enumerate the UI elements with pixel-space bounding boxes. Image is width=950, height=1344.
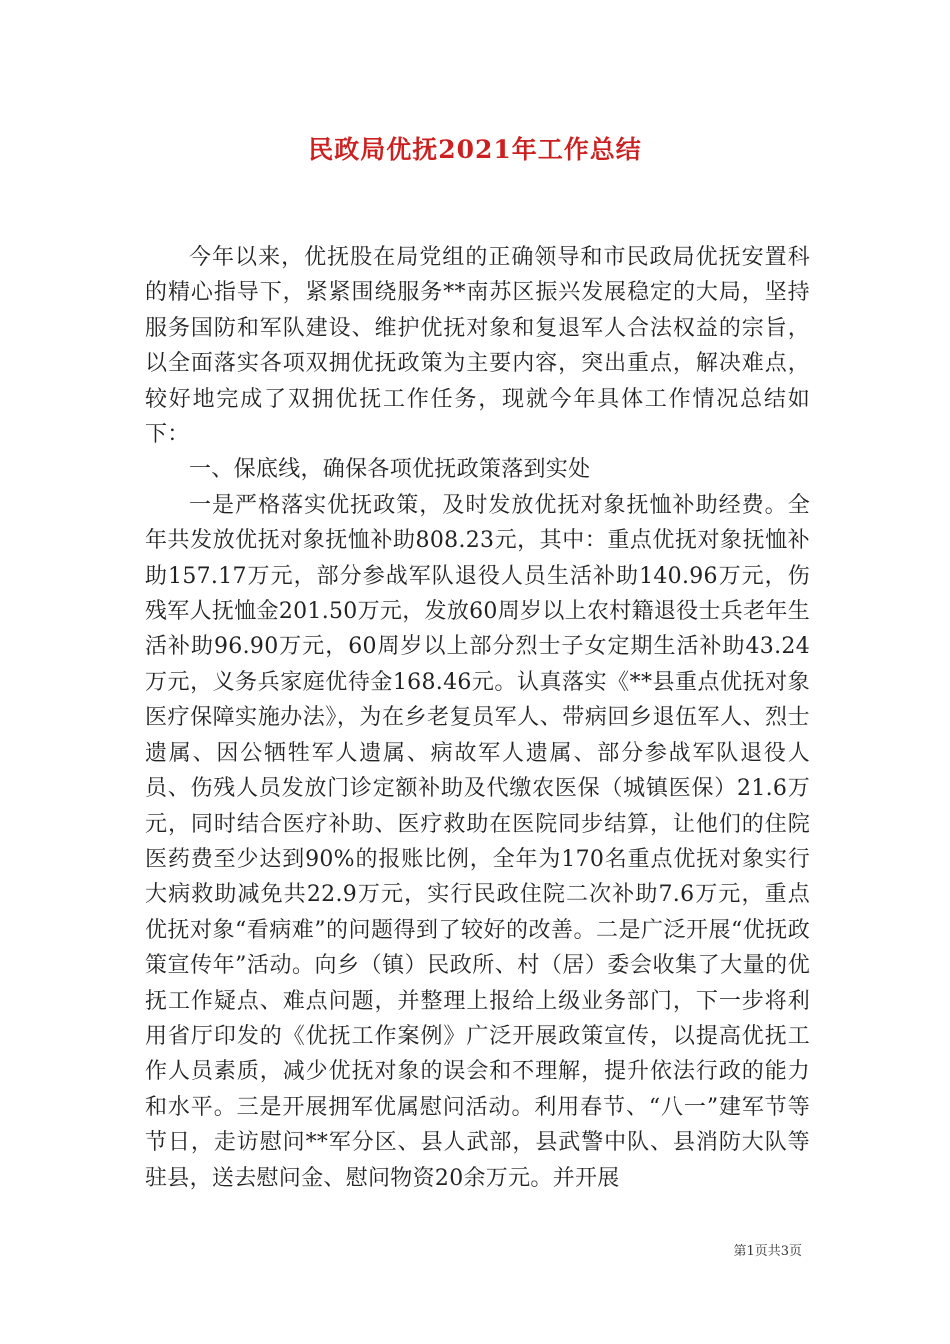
body-paragraph: 一是严格落实优抚政策，及时发放优抚对象抚恤补助经费。全年共发放优抚对象抚恤补助808.23元，其中：重点优抚对象抚恤补助157.17万元，部分参战军队退役人员生活补助140.96万元，伤残军人抚恤金201.50万元，发放60周岁以上农村籍退役士兵老年生活补助96.90万元，60周岁以上部分烈士子女定期生活补助43.24万元，义务兵家庭优待金168.46元。认真落实《**县重点优抚对象医疗保障实施办法》，为在乡老复员军人、带病回乡退伍军人、烈士遗属、因公牺牲军人遗属、病故军人遗属、部分参战军队退役人员、伤残人员发放门诊定额补助及代缴农医保（城镇医保）21.6万元，同时结合医疗补助、医疗救助在医院同步结算，让他们的住院医药费至少达到90%的报账比例，全年为170名重点优抚对象实行大病救助减免共22.9万元，实行民政住院二次补助7.6万元，重点优抚对象“看病难”的问题得到了较好的改善。二是广泛开展“优抚政策宣传年”活动。向乡（镇）民政所、村（居）委会收集了大量的优抚工作疑点、难点问题，并整理上报给上级业务部门，下一步将利用省厅印发的《优抚工作案例》广泛开展政策宣传，以提高优抚工作人员素质，减少优抚对象的误会和不理解，提升依法行政的能力和水平。三是开展拥军优属慰问活动。利用春节、“八一”建军节等节日，走访慰问**军分区、县人武部，县武警中队、县消防大队等驻县，送去慰问金、慰问物资20余万元。并开展 xyxy=(145,492,810,1191)
document-body xyxy=(145,240,810,1196)
document-title: 民政局优抚2021年工作总结 xyxy=(308,135,642,164)
section-heading: 一、保底线，确保各项优抚政策落到实处 xyxy=(189,457,591,483)
intro-paragraph: 今年以来，优抚股在局党组的正确领导和市民政局优抚安置科的精心指导下，紧紧围绕服务**南苏区振兴发展稳定的大局，坚持服务国防和军队建设、维护优抚对象和复退军人合法权益的宗旨，以全面落实各项双拥优抚政策为主要内容，突出重点，解决难点，较好地完成了双拥优抚工作任务，现就今年具体工作情况总结如下： xyxy=(145,245,810,448)
page-indicator: 第1页共3页 xyxy=(733,1244,802,1259)
